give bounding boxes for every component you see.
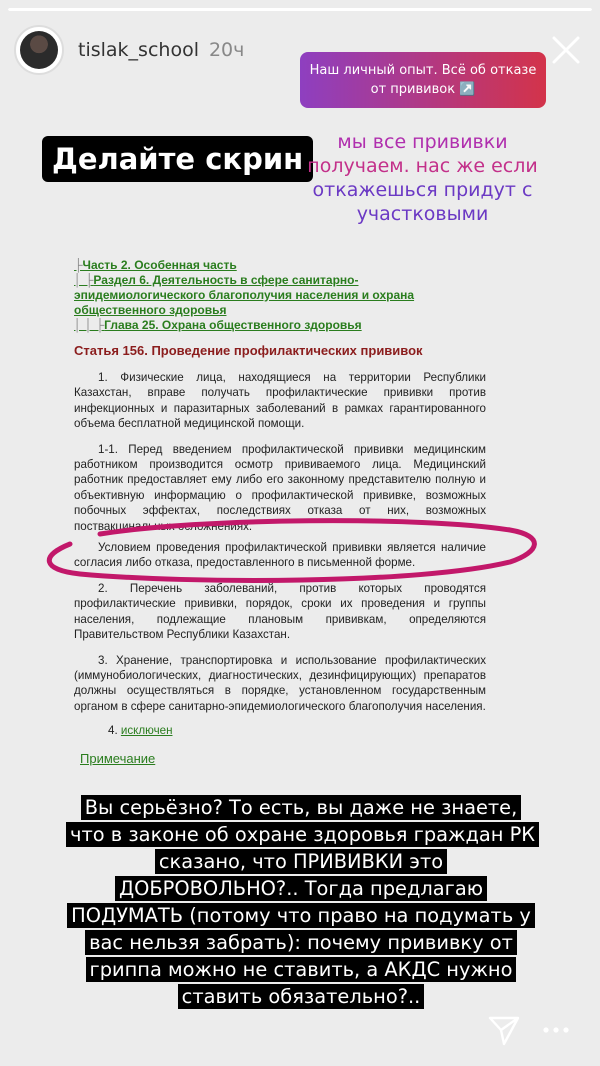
link-sticker-text: Наш личный опыт. Всё об отказе от прививок ↗️ [309, 63, 537, 97]
avatar-image [20, 31, 58, 69]
breadcrumb-text: Раздел 6. Деятельность в сфере санитарно-эпидемиологического благополучия населения и охрана общественного здоровья [74, 273, 415, 317]
law-document [74, 258, 486, 766]
breadcrumb-section[interactable] [74, 273, 486, 318]
paragraph: 2. Перечень заболеваний, против которых проводятся профилактические прививки, порядок, сроки их проведения и группы населения, подлежащие плановым прививкам, определяются Правительством Республики Казахстан. [74, 581, 486, 642]
close-icon[interactable] [546, 30, 586, 70]
breadcrumb-text: Часть 2. Особенная часть [82, 258, 237, 272]
send-icon[interactable] [486, 1012, 522, 1048]
gradient-caption [300, 130, 545, 226]
breadcrumb-text: Глава 25. Охрана общественного здоровья [104, 318, 362, 332]
paragraph: 1. Физические лица, находящиеся на территории Республики Казахстан, вправе получать профилактические прививки против инфекционных и паразитарных заболеваний в рамках гарантированного объема бесплатной медицинской помощи. [74, 371, 486, 431]
highlighted-paragraph: Условием проведения профилактической прививки является наличие согласия либо отказа, предоставленного в письменной форме. [74, 541, 486, 570]
story-time: 20ч [208, 39, 245, 61]
caption-line: участковыми [356, 203, 489, 225]
tree-glyph: │ │ ├ [74, 318, 105, 332]
avatar[interactable] [14, 25, 64, 75]
item-4 [108, 724, 486, 737]
item-4-number: 4. [108, 724, 118, 738]
bottom-caption [66, 794, 536, 1010]
note-link[interactable]: Примечание [80, 751, 156, 767]
username[interactable]: tislak_school [78, 39, 199, 61]
breadcrumb-chapter[interactable] [74, 318, 486, 333]
story-progress-fill [8, 8, 592, 11]
paragraph: 3. Хранение, транспортировка и использование профилактических (иммунобиологических, диагностических, дезинфицирующих) препаратов должны осуществляться в порядке, установленном государственным органом в сфере санитарно-эпидемиологического благополучия населения. [74, 653, 486, 713]
item-4-link[interactable]: исключен [120, 724, 173, 738]
bottom-caption-text: Вы серьёзно? То есть, вы даже не знаете, что в законе об охране здоровья граждан РК сказано, что ПРИВИВКИ это ДОБРОВОЛЬНО?.. Тогда предлагаю ПОДУМАТЬ (потому что право на подумать у вас нельзя забрать): почему прививку от гриппа можно не ставить, а АКДС нужно ставить обязательно?.. [66, 795, 539, 1009]
more-icon[interactable] [541, 1020, 571, 1040]
link-sticker[interactable] [300, 52, 546, 108]
article-title: Статья 156. Проведение профилактических прививок [74, 343, 423, 358]
tree-glyph: │ ├ [74, 273, 94, 287]
caption-line: получаем. нас же если [307, 155, 538, 177]
screenshot-label: Делайте скрин [42, 136, 313, 182]
paragraph: 1-1. Перед введением профилактической прививки медицинским работником производится осмотр прививаемого лица. Медицинский работник предоставляет ему либо его законному представителю полную и объективную информацию о профилактической прививке, возможных побочных эффектах, последствиях отказа от них, возможных поствакцинальных осложнениях. [74, 442, 486, 533]
caption-line: откажешься придут с [312, 179, 533, 201]
caption-line: мы все прививки [337, 131, 508, 153]
story-progress-bar [8, 8, 592, 11]
tree-glyph: ├ [74, 258, 83, 272]
breadcrumb-part[interactable] [74, 258, 486, 273]
